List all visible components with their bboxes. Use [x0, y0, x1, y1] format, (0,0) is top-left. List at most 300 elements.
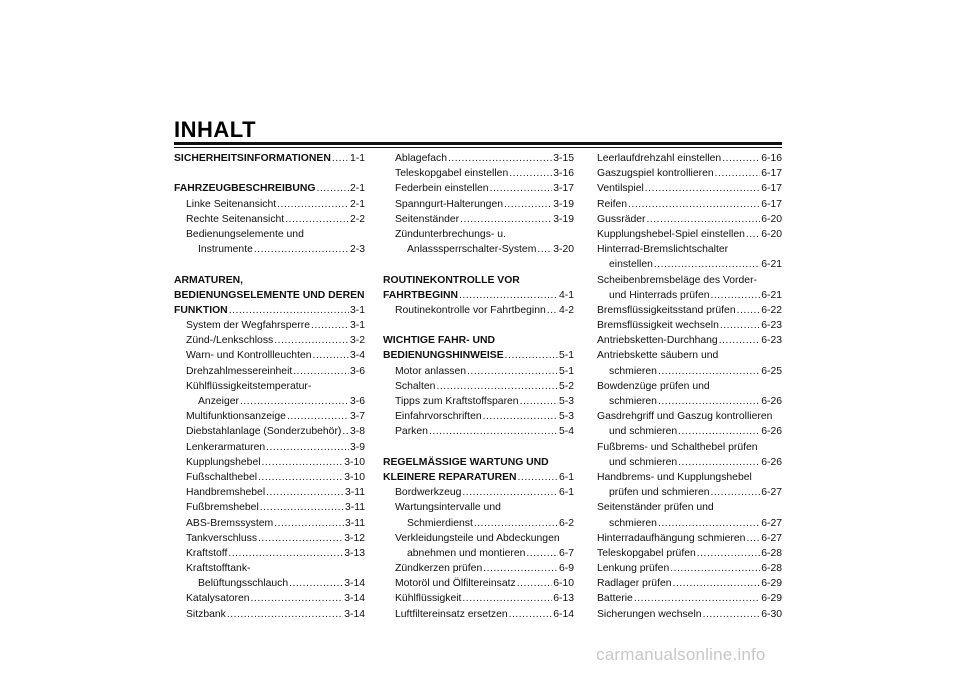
- toc-entry-title: abnehmen und montieren: [407, 547, 526, 559]
- toc-entry-title: FAHRZEUGBESCHREIBUNG: [174, 183, 316, 195]
- toc-entry-page: 6-23: [761, 320, 782, 332]
- toc-entry[interactable]: [174, 197, 365, 212]
- toc-entry-title: Schalten: [395, 380, 436, 392]
- toc-entry-line: Seitenständer prüfen und: [597, 502, 714, 514]
- toc-entry-title: Gussräder: [597, 213, 646, 225]
- toc-entry-line: Bowdenzüge prüfen und: [597, 380, 710, 392]
- toc-entry-page: 3-16: [553, 168, 574, 180]
- toc-entry-title: schmieren: [609, 396, 657, 407]
- dot-leader: [647, 212, 761, 227]
- toc-entry-title: und Hinterrads prüfen: [609, 289, 710, 301]
- toc-entry-line: Fußbrems- und Schalthebel prüfen: [597, 441, 758, 453]
- toc-entry[interactable]: [383, 151, 574, 166]
- toc-entry-page: 3-7: [349, 411, 365, 423]
- dot-leader: [658, 394, 760, 409]
- page-title: INHALT: [174, 117, 257, 142]
- toc-entry-page: 3-10: [344, 456, 365, 468]
- dot-leader: [670, 561, 760, 576]
- toc-entry[interactable]: [597, 485, 782, 500]
- toc-entry-title: Motor anlassen: [395, 365, 467, 377]
- toc-entry-page: 3-19: [553, 198, 574, 210]
- toc-entry-line: Kraftstofftank-: [186, 563, 251, 575]
- toc-entry[interactable]: [174, 409, 365, 424]
- toc-section-line: ARMATUREN,: [174, 274, 244, 286]
- toc-entry-page: 6-17: [761, 183, 782, 195]
- toc-entry-title: und schmieren: [609, 456, 678, 468]
- toc-entry-page: 6-28: [761, 547, 782, 559]
- toc-section-entry[interactable]: [174, 181, 365, 196]
- dot-leader: [462, 485, 558, 500]
- toc-entry-page: 3-13: [344, 547, 365, 559]
- toc-entry-page: 3-1: [349, 304, 365, 316]
- toc-entry[interactable]: [597, 561, 782, 576]
- dot-leader: [266, 485, 344, 500]
- toc-entry-page: 6-9: [558, 563, 574, 575]
- toc-entry-page: 3-14: [344, 608, 365, 620]
- dot-leader: [293, 364, 349, 379]
- toc-entry[interactable]: [174, 348, 365, 363]
- dot-leader: [313, 348, 349, 363]
- toc-entry-title: Radlager prüfen: [597, 578, 672, 590]
- toc-entry-title: Gaszugspiel kontrollieren: [597, 168, 714, 180]
- toc-entry-title: Multifunktionsanzeige: [186, 411, 286, 423]
- dot-leader: [722, 151, 760, 166]
- toc-entry[interactable]: [383, 576, 574, 591]
- toc-entry-title: Anzeiger: [198, 396, 240, 407]
- toc-entry-page: 6-26: [761, 426, 782, 438]
- toc-entry-title: und schmieren: [609, 426, 678, 438]
- dot-leader: [228, 546, 343, 561]
- toc-entry[interactable]: [383, 409, 574, 424]
- toc-entry-page: 3-4: [349, 350, 365, 362]
- title-rule-thin: [174, 147, 782, 148]
- toc-entry-page: 4-2: [558, 304, 574, 316]
- toc-entry[interactable]: [174, 500, 365, 515]
- title-rule: [174, 142, 782, 145]
- toc-entry[interactable]: [597, 288, 782, 303]
- toc-entry[interactable]: [383, 394, 574, 409]
- toc-section-entry[interactable]: [174, 151, 365, 166]
- dot-leader: [711, 288, 761, 303]
- dot-leader: [654, 257, 760, 272]
- toc-entry-line: Zündunterbrechungs- u.: [395, 228, 506, 240]
- dot-leader: [678, 455, 760, 470]
- toc-entry-title: Diebstahlanlage (Sonderzubehör): [186, 426, 342, 438]
- dot-leader: [678, 424, 760, 439]
- toc-column-2: [383, 151, 574, 622]
- dot-leader: [509, 607, 553, 622]
- toc-entry-title: Linke Seitenansicht: [186, 198, 277, 210]
- toc-entry[interactable]: [597, 197, 782, 212]
- toc-entry-page: 6-21: [761, 259, 782, 271]
- toc-entry-page: 6-17: [761, 168, 782, 180]
- dot-leader: [715, 166, 761, 181]
- toc-entry[interactable]: [597, 333, 782, 348]
- dot-leader: [703, 607, 761, 622]
- toc-entry-page: 5-1: [558, 350, 574, 362]
- toc-entry-page: 2-1: [349, 183, 365, 195]
- toc-entry[interactable]: [597, 394, 782, 409]
- toc-entry-title: schmieren: [609, 517, 657, 529]
- dot-leader: [277, 197, 349, 212]
- dot-leader: [274, 333, 349, 348]
- toc-entry-page: 3-8: [349, 426, 365, 438]
- toc-entry-title: Warn- und Kontrollleuchten: [186, 350, 312, 362]
- toc-entry-line: Kühlflüssigkeitstemperatur-: [186, 380, 312, 392]
- dot-leader: [460, 212, 552, 227]
- toc-entry-page: 5-2: [558, 380, 574, 392]
- toc-entry[interactable]: [174, 546, 365, 561]
- toc-entry-title: ABS-Bremssystem: [186, 517, 274, 529]
- toc-entry[interactable]: [597, 212, 782, 227]
- dot-leader: [311, 318, 349, 333]
- toc-entry[interactable]: [383, 379, 574, 394]
- toc-entry-title: FAHRTBEGINN: [383, 289, 459, 301]
- dot-leader: [436, 379, 558, 394]
- dot-leader: [509, 166, 552, 181]
- toc-section-entry[interactable]: [174, 303, 365, 318]
- dot-leader: [628, 197, 760, 212]
- toc-entry-title: Lenkung prüfen: [597, 563, 670, 575]
- toc-entry-page: 1-1: [349, 153, 365, 164]
- dot-leader: [547, 303, 558, 318]
- dot-leader: [537, 242, 552, 257]
- dot-leader: [658, 364, 760, 379]
- toc-entry-title: Bremsflüssigkeit wechseln: [597, 320, 719, 332]
- toc-entry-page: 4-1: [558, 289, 574, 301]
- toc-entry-title: BEDIENUNGSHINWEISE: [383, 350, 504, 362]
- toc-entry-title: Drehzahlmessereinheit: [186, 365, 293, 377]
- toc-section-entry[interactable]: [383, 348, 574, 363]
- toc-entry-title: Einfahrvorschriften: [395, 411, 482, 423]
- toc-entry[interactable]: [597, 364, 782, 379]
- toc-entry-page: 3-14: [344, 578, 365, 590]
- toc-column-3: [597, 151, 782, 622]
- toc-entry-page: 3-11: [344, 502, 365, 514]
- toc-entry-title: Reifen: [597, 198, 628, 210]
- toc-entry-line: Bedienungselemente und: [186, 228, 304, 240]
- toc-entry-line: Hinterrad-Bremslichtschalter: [597, 244, 729, 256]
- toc-entry-page: 6-22: [761, 304, 782, 316]
- toc-entry-page: 5-1: [558, 365, 574, 377]
- toc-entry-title: Handbremshebel: [186, 487, 266, 499]
- toc-entry[interactable]: [597, 227, 782, 242]
- toc-entry[interactable]: [174, 516, 365, 531]
- toc-entry-page: 6-20: [761, 228, 782, 240]
- toc-entry-title: Luftfiltereinsatz ersetzen: [395, 608, 508, 620]
- toc-entry-line: Verkleidungsteile und Abdeckungen: [395, 532, 560, 544]
- toc-entry-title: Leerlaufdrehzahl einstellen: [597, 153, 722, 164]
- dot-leader: [285, 212, 349, 227]
- toc-entry-title: Parken: [395, 426, 428, 438]
- toc-entry[interactable]: [383, 485, 574, 500]
- toc-entry[interactable]: [383, 166, 574, 181]
- dot-leader: [429, 424, 558, 439]
- toc-entry-title: Sicherungen wechseln: [597, 608, 702, 620]
- toc-entry-page: 6-2: [558, 517, 574, 529]
- dot-leader: [251, 591, 344, 606]
- toc-entry[interactable]: [383, 516, 574, 531]
- toc-entry[interactable]: [174, 607, 365, 622]
- toc-entry-title: schmieren: [609, 365, 657, 377]
- toc-entry-page: 6-27: [761, 487, 782, 499]
- toc-entry-title: Routinekontrolle vor Fahrtbeginn: [395, 304, 546, 316]
- toc-section-line: REGELMÄSSIGE WARTUNG UND: [383, 456, 549, 468]
- dot-leader: [316, 181, 349, 196]
- toc-entry[interactable]: [383, 424, 574, 439]
- toc-entry[interactable]: [383, 607, 574, 622]
- dot-leader: [266, 440, 349, 455]
- toc-entry[interactable]: [174, 364, 365, 379]
- dot-leader: [254, 242, 349, 257]
- toc-entry[interactable]: [383, 242, 574, 257]
- toc-entry-line: Antriebskette säubern und: [597, 350, 719, 362]
- toc-entry-title: Seitenständer: [395, 213, 460, 225]
- toc-entry-title: Lenkerarmaturen: [186, 441, 266, 453]
- toc-entry-page: 5-3: [558, 411, 574, 423]
- dot-leader: [645, 181, 760, 196]
- toc-entry-page: 6-27: [761, 517, 782, 529]
- toc-entry[interactable]: [597, 607, 782, 622]
- dot-leader: [719, 333, 760, 348]
- toc-entry-title: Katalysatoren: [186, 593, 250, 605]
- toc-entry-title: Bordwerkzeug: [395, 487, 462, 499]
- toc-entry[interactable]: [597, 303, 782, 318]
- toc-entry[interactable]: [597, 166, 782, 181]
- toc-entry-title: einstellen: [609, 259, 653, 271]
- dot-leader: [459, 288, 558, 303]
- dot-leader: [673, 576, 761, 591]
- toc-entry-title: Zünd-/Lenkschloss: [186, 335, 274, 347]
- toc-entry[interactable]: [597, 516, 782, 531]
- toc-entry-title: Instrumente: [198, 244, 253, 256]
- toc-entry[interactable]: [597, 455, 782, 470]
- dot-leader: [520, 394, 558, 409]
- toc-entry-title: Fußschalthebel: [186, 471, 258, 483]
- toc-entry[interactable]: [383, 546, 574, 561]
- toc-entry[interactable]: [597, 318, 782, 333]
- toc-entry-title: Ventilspiel: [597, 183, 644, 195]
- toc-entry-page: 2-2: [349, 213, 365, 225]
- toc-entry-page: 3-6: [349, 365, 365, 377]
- toc-section-line: BEDIENUNGSELEMENTE UND DEREN: [174, 289, 365, 301]
- toc-entry-title: Antriebsketten-Durchhang: [597, 335, 718, 347]
- toc-entry[interactable]: [174, 531, 365, 546]
- toc-entry[interactable]: [383, 181, 574, 196]
- toc-section-line: ROUTINEKONTROLLE VOR: [383, 274, 520, 286]
- dot-leader: [332, 151, 349, 166]
- toc-entry-page: 3-12: [344, 532, 365, 544]
- dot-leader: [634, 591, 760, 606]
- toc-entry[interactable]: [597, 531, 782, 546]
- dot-leader: [474, 516, 558, 531]
- toc-entry-page: 3-2: [349, 335, 365, 347]
- toc-entry-page: 5-4: [558, 426, 574, 438]
- dot-leader: [518, 470, 558, 485]
- dot-leader: [526, 546, 558, 561]
- toc-entry-title: Tipps zum Kraftstoffsparen: [395, 396, 519, 407]
- toc-entry[interactable]: [383, 212, 574, 227]
- toc-entry-title: Hinterradaufhängung schmieren: [597, 532, 746, 544]
- toc-section-entry[interactable]: [383, 470, 574, 485]
- dot-leader: [287, 409, 349, 424]
- toc-entry[interactable]: [174, 455, 365, 470]
- toc-entry-page: 3-1: [349, 320, 365, 332]
- toc-entry-page: 3-15: [553, 153, 574, 164]
- dot-leader: [720, 318, 760, 333]
- toc-entry-title: Belüftungsschlauch: [198, 578, 289, 590]
- toc-entry-page: 6-27: [761, 532, 782, 544]
- toc-entry-page: 6-29: [761, 593, 782, 605]
- toc-entry[interactable]: [174, 576, 365, 591]
- toc-entry-title: Zündkerzen prüfen: [395, 563, 483, 575]
- toc-entry-page: 5-3: [558, 396, 574, 407]
- toc-entry-title: Kupplungshebel: [186, 456, 261, 468]
- toc-entry[interactable]: [174, 394, 365, 409]
- toc-entry-page: 6-20: [761, 213, 782, 225]
- toc-entry[interactable]: [174, 485, 365, 500]
- toc-entry-title: Tankverschluss: [186, 532, 258, 544]
- toc-entry[interactable]: [597, 257, 782, 272]
- dot-leader: [467, 364, 558, 379]
- toc-entry-title: Kühlflüssigkeit: [395, 593, 462, 605]
- toc-entry-page: 6-10: [553, 578, 574, 590]
- toc-entry-title: Kupplungshebel-Spiel einstellen: [597, 228, 745, 240]
- toc-entry[interactable]: [174, 440, 365, 455]
- toc-entry[interactable]: [597, 576, 782, 591]
- dot-leader: [483, 409, 558, 424]
- dot-leader: [240, 394, 349, 409]
- toc-entry-page: 6-1: [558, 471, 574, 483]
- toc-entry-title: SICHERHEITSINFORMATIONEN: [174, 153, 331, 164]
- dot-leader: [517, 576, 553, 591]
- toc-column-1: [174, 151, 365, 622]
- toc-entry-line: Scheibenbremsbeläge des Vorder-: [597, 274, 757, 286]
- dot-leader: [342, 424, 349, 439]
- toc-entry-title: System der Wegfahrsperre: [186, 320, 310, 332]
- toc-entry-page: 3-6: [349, 396, 365, 407]
- toc-entry[interactable]: [597, 591, 782, 606]
- dot-leader: [490, 181, 553, 196]
- toc-entry[interactable]: [174, 212, 365, 227]
- toc-entry-page: 6-1: [558, 487, 574, 499]
- dot-leader: [746, 227, 760, 242]
- dot-leader: [274, 516, 344, 531]
- toc-entry[interactable]: [174, 333, 365, 348]
- toc-entry-page: 6-28: [761, 563, 782, 575]
- toc-entry-page: 6-30: [761, 608, 782, 620]
- toc-entry-title: FUNKTION: [174, 304, 228, 316]
- dot-leader: [697, 546, 760, 561]
- toc-entry-page: 2-1: [349, 198, 365, 210]
- dot-leader: [229, 303, 349, 318]
- toc-entry-title: Federbein einstellen: [395, 183, 489, 195]
- toc-entry-page: 6-21: [761, 289, 782, 301]
- toc-entry-page: 3-9: [349, 441, 365, 453]
- dot-leader: [227, 607, 343, 622]
- toc-entry-line: Handbrems- und Kupplungshebel: [597, 471, 752, 483]
- toc-entry-page: 3-11: [344, 487, 365, 499]
- dot-leader: [737, 303, 761, 318]
- toc-entry-page: 6-17: [761, 198, 782, 210]
- toc-entry[interactable]: [383, 364, 574, 379]
- toc-entry[interactable]: [383, 303, 574, 318]
- toc-entry-page: 3-14: [344, 593, 365, 605]
- toc-entry-page: 6-23: [761, 335, 782, 347]
- toc-entry[interactable]: [597, 151, 782, 166]
- toc-entry-page: 6-26: [761, 456, 782, 468]
- toc-entry-page: 6-26: [761, 396, 782, 407]
- dot-leader: [483, 561, 558, 576]
- dot-leader: [462, 591, 552, 606]
- toc-entry[interactable]: [174, 318, 365, 333]
- dot-leader: [262, 455, 344, 470]
- dot-leader: [260, 500, 344, 515]
- toc-entry-page: 6-13: [553, 593, 574, 605]
- toc-entry[interactable]: [597, 546, 782, 561]
- toc-entry-title: Motoröl und Ölfiltereinsatz: [395, 578, 516, 590]
- toc-entry[interactable]: [597, 181, 782, 196]
- dot-leader: [258, 470, 343, 485]
- toc-entry[interactable]: [174, 424, 365, 439]
- toc-entry-line: Gasdrehgriff und Gaszug kontrollieren: [597, 411, 773, 423]
- toc-entry-page: 3-19: [553, 213, 574, 225]
- toc-entry-title: Bremsflüssigkeitsstand prüfen: [597, 304, 736, 316]
- toc-entry-title: Ablagefach: [395, 153, 447, 164]
- toc-entry-title: prüfen und schmieren: [609, 487, 710, 499]
- toc-entry-page: 3-11: [344, 517, 365, 529]
- toc-entry-title: Batterie: [597, 593, 633, 605]
- toc-entry-title: Spanngurt-Halterungen: [395, 198, 504, 210]
- dot-leader: [658, 516, 760, 531]
- toc-entry[interactable]: [174, 470, 365, 485]
- dot-leader: [448, 151, 552, 166]
- dot-leader: [505, 348, 558, 363]
- toc-entry-title: Teleskopgabel prüfen: [597, 547, 696, 559]
- toc-entry-title: Kraftstoff: [186, 547, 228, 559]
- toc-entry-title: KLEINERE REPARATUREN: [383, 471, 517, 483]
- toc-entry-page: 6-16: [761, 153, 782, 164]
- toc-entry-page: 3-10: [344, 471, 365, 483]
- toc-entry-title: Rechte Seitenansicht: [186, 213, 285, 225]
- toc-section-line: WICHTIGE FAHR- UND: [383, 335, 495, 347]
- dot-leader: [504, 197, 552, 212]
- watermark: carmanualsonline.info: [596, 645, 766, 664]
- dot-leader: [746, 531, 760, 546]
- toc-entry-line: Wartungsintervalle und: [395, 502, 501, 514]
- toc-entry-page: 6-25: [761, 365, 782, 377]
- toc-entry-page: 6-14: [553, 608, 574, 620]
- toc-entry-page: 3-20: [553, 244, 574, 256]
- toc-entry-title: Teleskopgabel einstellen: [395, 168, 509, 180]
- dot-leader: [289, 576, 343, 591]
- toc-section-entry[interactable]: [383, 288, 574, 303]
- toc-entry-title: Anlasssperrschalter-System: [407, 244, 537, 256]
- toc-entry[interactable]: [174, 242, 365, 257]
- toc-entry-title: Sitzbank: [186, 608, 226, 620]
- dot-leader: [711, 485, 761, 500]
- toc-entry[interactable]: [383, 591, 574, 606]
- toc-entry-title: Schmierdienst: [407, 517, 473, 529]
- toc-entry[interactable]: [383, 197, 574, 212]
- toc-entry[interactable]: [597, 424, 782, 439]
- toc-entry-title: Fußbremshebel: [186, 502, 259, 514]
- toc-entry[interactable]: [383, 561, 574, 576]
- dot-leader: [258, 531, 343, 546]
- toc-entry-page: 6-29: [761, 578, 782, 590]
- toc-entry[interactable]: [174, 591, 365, 606]
- toc-entry-page: 2-3: [349, 244, 365, 256]
